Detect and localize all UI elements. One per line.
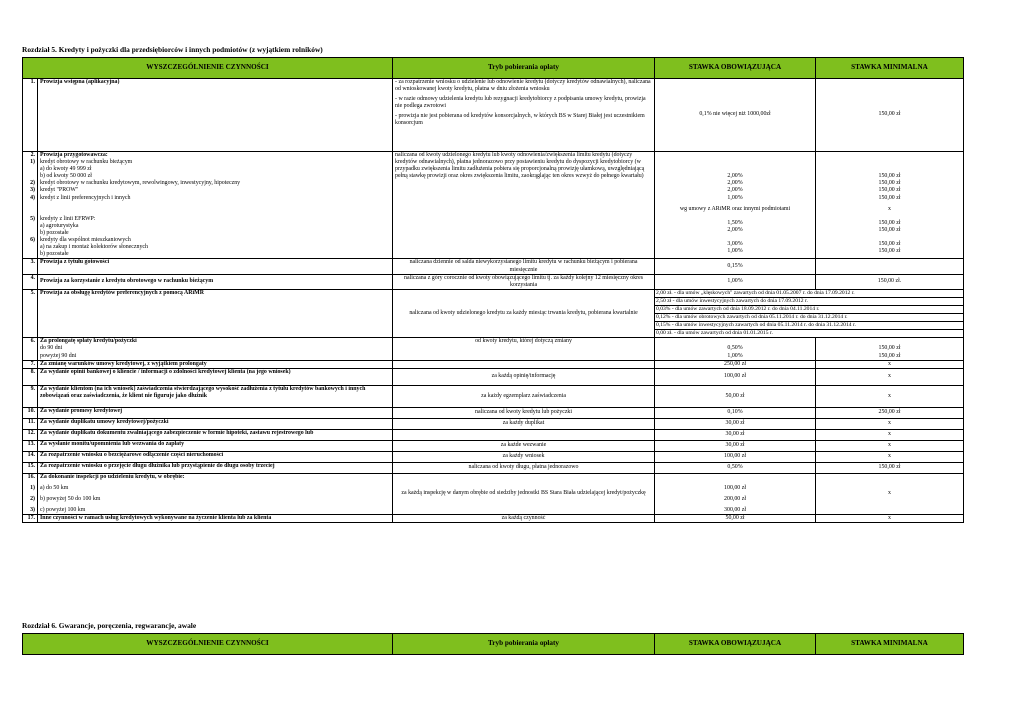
list-item: b) od kwoty 50 000 zł <box>40 173 92 180</box>
rate-value: 2,00% <box>727 180 743 187</box>
list-item: do 90 dni <box>40 345 63 352</box>
table-header-row <box>23 58 964 79</box>
table-row <box>23 79 964 152</box>
rate-value: wg umowy z ARiMR oraz innymi podmiotami <box>679 205 791 212</box>
row-min-rate: x <box>816 385 964 407</box>
list-item: kredyty dla wspólnot mieszkaniowych <box>40 237 131 244</box>
min-value: 150,00 zł <box>878 180 901 187</box>
table-row <box>23 360 964 368</box>
row-rate: 0,50% <box>655 462 816 473</box>
row-min-rate <box>816 338 964 360</box>
rate-value: 200,00 zł <box>724 495 746 502</box>
min-value: 150,00 zł <box>878 219 901 226</box>
table-row <box>23 407 964 418</box>
rate-value: 2,50 zł - dla umów inwestycyjnych zawartych do dnia 17.09.2012 r. <box>655 297 963 305</box>
row-mode <box>393 79 655 152</box>
table-row <box>23 385 964 407</box>
row-rate <box>655 338 816 360</box>
list-item: kredyt z linii preferencyjnych i innych <box>40 194 131 201</box>
table-row <box>23 515 964 523</box>
row-mode: za każdy wniosek <box>393 451 655 462</box>
row-min-rate: x <box>816 473 964 514</box>
row-number: 9. <box>23 385 38 407</box>
row-rate: 30,00 zł <box>655 418 816 429</box>
table-row <box>23 462 964 473</box>
list-item: a) do kwoty 49 999 zł <box>40 166 92 173</box>
header-rate: STAWKA OBOWIĄZUJĄCA <box>655 634 816 655</box>
row-min-rate <box>816 259 964 274</box>
row-min-rate: x <box>816 368 964 385</box>
row-mode: za każdą opinię/informację <box>393 368 655 385</box>
min-value: x <box>888 205 891 212</box>
table-row <box>23 418 964 429</box>
rate-value: 300,00 zł <box>724 507 746 513</box>
rate-value: 0,00 zł. - dla umów zawartych od dnia 01.01.2015 r. <box>656 330 773 337</box>
table-row <box>23 473 964 514</box>
fee-table-section-6 <box>22 633 964 655</box>
row-name: Prowizja za korzystanie z kredytu obrotowego w rachunku bieżącym <box>38 274 393 289</box>
row-number: 16. 1) 2) 3) <box>23 473 38 514</box>
table-row <box>23 368 964 385</box>
row-title: Za dokonanie inspekcji po udzieleniu kredytu, w obrębie: <box>40 473 185 480</box>
row-min-rate: 150,00 zł <box>816 462 964 473</box>
row-number: 7. <box>23 360 38 368</box>
row-mode: naliczana z góry corocznie od kwoty obowiązującego limitu tj. za każdy kolejny 12 miesięczny okres korzystania <box>393 274 655 289</box>
row-min-rate: x <box>816 515 964 523</box>
list-item: b) pozostałe <box>40 251 69 258</box>
row-number: 17. <box>23 515 38 523</box>
table-row <box>23 338 964 360</box>
list-item: b) powyżej 50 do 100 km <box>40 495 101 502</box>
row-name: Za wysłanie monitu/upomnienia lub wezwania do zapłaty <box>38 440 393 451</box>
table-row <box>23 274 964 289</box>
row-mode: od kwoty kredytu, której dotyczą zmiany <box>393 338 655 360</box>
list-item: a) do 50 km <box>40 484 69 491</box>
section-6-title: Rozdział 6. Gwarancje, poręczenia, regwarancje, awale <box>22 621 197 630</box>
row-mode: za każdą czynność <box>393 515 655 523</box>
row-number: 13. <box>23 440 38 451</box>
row-number: 11. <box>23 418 38 429</box>
row-name: Prowizja z tytułu gotowości <box>38 259 393 274</box>
list-item: kredyt obrotowy w rachunku bieżącym <box>40 159 133 166</box>
rate-value: 0,15% - dla umów inwestycyjnych zawartych od dnia 05.11.2014 r. do dnia 31.12.2014 r. <box>655 322 963 330</box>
row-mode: naliczana od kwoty udzielonego kredytu lub kwoty odnowienia/zwiększenia limitu kredytu (dotyczy kredytów odnawialnych), płatna jednorazowo przy postawieniu kredytu do dyspozycji kredytobiorcy (w przypadku zwiększenia limitu zadłużenia pobiera się proporcjonalną prowizję ułamkową, uwzględniającą pełną stawkę prowizji oraz okres zwiększenia limitu, zaokrąglając ten okres wzwyż do pełnego kwartału) <box>393 152 655 259</box>
rate-value: 2,00% <box>727 187 743 194</box>
rate-value: 2,00 zł. - dla umów „klęskowych" zawartych od dnia 01.05.2007 r. do dnia 17.09.2012 r. <box>655 290 963 298</box>
list-item: kredyty z linii EFRWP: <box>40 215 96 222</box>
row-number: 12. <box>23 429 38 440</box>
rate-value: 3,00% <box>727 241 743 248</box>
row-name: Inne czynności w ramach usług kredytowych wykonywane na życzenie klienta lub za klienta <box>38 515 393 523</box>
row-rate <box>655 473 816 514</box>
row-rate: 0,10% <box>655 407 816 418</box>
row-rate: 100,00 zł <box>655 368 816 385</box>
mode-text: - w razie odmowy udzielenia kredytu lub rezygnacji kredytobiorcy z podpisania umowy kredytu, prowizja nie podlega zwrotowi <box>395 96 646 110</box>
row-title: Prowizja przygotowawcza: <box>40 152 108 158</box>
list-item: powyżej 90 dni <box>40 352 77 359</box>
row-number: 5. <box>23 289 38 338</box>
row-rate: 1,00% <box>655 274 816 289</box>
fee-table-section-5 <box>22 57 964 523</box>
table-row <box>23 259 964 274</box>
row-mode: naliczana od kwoty długu, płatna jednorazowo <box>393 462 655 473</box>
rate-value: 1,50% <box>727 219 743 226</box>
row-rate: 250,00 zł <box>655 360 816 368</box>
row-min-rate <box>816 152 964 259</box>
row-rate: 0,1% nie więcej niż 1000,00zł <box>655 79 816 152</box>
rate-value: 1,00% <box>727 352 743 359</box>
row-number: 4. <box>23 274 38 289</box>
row-number: 10. <box>23 407 38 418</box>
arimr-rate-list <box>655 290 963 338</box>
table-row <box>23 451 964 462</box>
min-value: 150,00 zł <box>878 352 901 359</box>
list-item: kredyt "PROW" <box>40 187 79 194</box>
row-min-rate: x <box>816 418 964 429</box>
header-description: WYSZCZEGÓLNIENIE CZYNNOŚCI <box>23 58 393 79</box>
min-value: 150,00 zł <box>878 187 901 194</box>
table-header-row <box>23 634 964 655</box>
table-row <box>23 152 964 259</box>
header-description: WYSZCZEGÓLNIENIE CZYNNOŚCI <box>23 634 393 655</box>
mode-text: - prowizja nie jest pobierana od kredytów konsorcjalnych, w których BS w Starej Białej jest uczestnikiem konsorcjum <box>395 113 645 127</box>
list-item: b) pozostałe <box>40 230 69 237</box>
row-name <box>38 338 393 360</box>
list-item: c) powyżej 100 km <box>40 507 86 513</box>
min-value: 150,00 zł <box>878 226 901 233</box>
row-rate: 30,00 zł <box>655 429 816 440</box>
row-name: Prowizja za obsługę kredytów preferencyjnych z pomocą ARiMR <box>38 289 393 338</box>
row-number: 1. <box>23 79 38 152</box>
row-mode: za każdą inspekcję w danym obrębie od siedziby jednostki BS Stara Biała udzielającej kredyt/pożyczkę <box>393 473 655 514</box>
row-rate: 30,00 zł <box>655 440 816 451</box>
row-rate: 50,00 zł <box>655 385 816 407</box>
row-name: Za wydanie duplikatu dokumentu zwalniającego zabezpieczenie w formie hipoteki, zastawu rejestrowego lub <box>38 429 393 440</box>
min-value: 150,00 zł <box>878 173 901 180</box>
table-row <box>23 440 964 451</box>
row-rate-list <box>655 289 964 338</box>
min-value: 150,00 zł <box>878 345 901 352</box>
row-mode: naliczana od kwoty udzielonego kredytu za każdy miesiąc trwania kredytu, pobierana kwartalnie <box>393 289 655 338</box>
rate-value: 1,00% <box>727 194 743 201</box>
row-number: 8. <box>23 368 38 385</box>
row-min-rate: 150,00 zł. <box>816 274 964 289</box>
row-rate <box>655 152 816 259</box>
header-min-rate: STAWKA MINIMALNA <box>816 634 964 655</box>
list-item: a) na zakup i montaż kolektorów słonecznych <box>40 244 148 251</box>
row-name: Za rozpatrzenie wniosku o bezciężarowe odłączenie części nieruchomości <box>38 451 393 462</box>
row-number: 14. <box>23 451 38 462</box>
min-value: 150,00 zł <box>878 194 901 201</box>
rate-value: 2,00% <box>727 226 743 233</box>
rate-value: 0,03% - dla umów zawartych od dnia 18.09.2012 r. do dnia 04.11.2014 r. <box>655 305 963 313</box>
row-min-rate: x <box>816 429 964 440</box>
row-number: 6. <box>23 338 38 360</box>
rate-value: 2,00% <box>727 173 743 180</box>
list-item: a) agroturystyka <box>40 222 79 229</box>
row-min-rate: x <box>816 451 964 462</box>
row-name: Za rozpatrzenie wniosku o przejęcie długu dłużnika lub przystąpienie do długu osoby trzeciej <box>38 462 393 473</box>
row-number: 15. <box>23 462 38 473</box>
row-mode: za każdy duplikat <box>393 418 655 429</box>
row-mode: naliczana dziennie od salda niewykorzystanego limitu kredytu w rachunku bieżącym i pobierana miesięcznie <box>393 259 655 274</box>
mode-text: - za rozpatrzenie wniosku o udzielenie lub odnowienie kredytu (dotyczy kredytów odnawialnych), naliczana od wnioskowanej kwoty kredytu, płatna w dniu złożenia wniosku <box>395 79 651 93</box>
row-name: Za wydanie duplikatu umowy kredytowej/pożyczki <box>38 418 393 429</box>
row-min-rate: x <box>816 440 964 451</box>
row-name: Za zmianę warunków umowy kredytowej, z wyjątkiem prolongaty <box>38 360 393 368</box>
row-title: Za prolongatę spłaty kredytu/pożyczki <box>40 338 137 345</box>
row-rate: 100,00 zł <box>655 451 816 462</box>
row-min-rate: 150,00 zł <box>816 79 964 152</box>
header-mode: Tryb pobierania opłaty <box>393 58 655 79</box>
row-number: 3. <box>23 259 38 274</box>
rate-value: 0,50% <box>727 345 743 352</box>
row-name <box>38 473 393 514</box>
min-value: 150,00 zł <box>878 241 901 248</box>
rate-value: 0,12% - dla umów obrotowych zawartych od dnia 05.11.2014 r. do dnia 31.12.2014 r. <box>655 314 963 322</box>
row-name: Za wydanie opinii bankowej o kliencie / informacji o zdolności kredytowej klienta (na jego wniosek) <box>38 368 393 385</box>
row-number: 2. 1) 2) 3) 4) 5) 6) <box>23 152 38 259</box>
row-mode: naliczana od kwoty kredytu lub pożyczki <box>393 407 655 418</box>
header-min-rate: STAWKA MINIMALNA <box>816 58 964 79</box>
row-mode <box>393 429 655 440</box>
min-value: 150,00 zł <box>878 248 901 255</box>
row-mode <box>393 360 655 368</box>
row-mode: za każde wezwanie <box>393 440 655 451</box>
header-mode: Tryb pobierania opłaty <box>393 634 655 655</box>
row-name: Za wydanie promesy kredytowej <box>38 407 393 418</box>
rate-value: 1,00% <box>727 248 743 255</box>
table-row <box>23 429 964 440</box>
row-name: Za wydanie klientom (na ich wniosek) zaświadczenia stwierdzającego wysokość zadłużenia z tytułu kredytów bankowych i innych zobowiązań oraz zaświadczenia, że klient nie figuruje jako dłużnik <box>38 385 393 407</box>
row-name <box>38 152 393 259</box>
row-name: Prowizja wstępna (aplikacyjna) <box>38 79 393 152</box>
row-rate: 0,15% <box>655 259 816 274</box>
row-min-rate: 250,00 zł <box>816 407 964 418</box>
row-rate: 50,00 zł <box>655 515 816 523</box>
header-rate: STAWKA OBOWIĄZUJĄCA <box>655 58 816 79</box>
row-min-rate: x <box>816 360 964 368</box>
rate-value: 100,00 zł <box>724 484 746 491</box>
section-5-title: Rozdział 5. Kredyty i pożyczki dla przedsiębiorców i innych podmiotów (z wyjątkiem rolników) <box>22 45 323 54</box>
list-item: kredyt obrotowy w rachunku kredytowym, rewolwingowy, inwestycyjny, hipoteczny <box>40 180 241 187</box>
table-row <box>23 289 964 338</box>
row-mode: za każdy egzemplarz zaświadczenia <box>393 385 655 407</box>
